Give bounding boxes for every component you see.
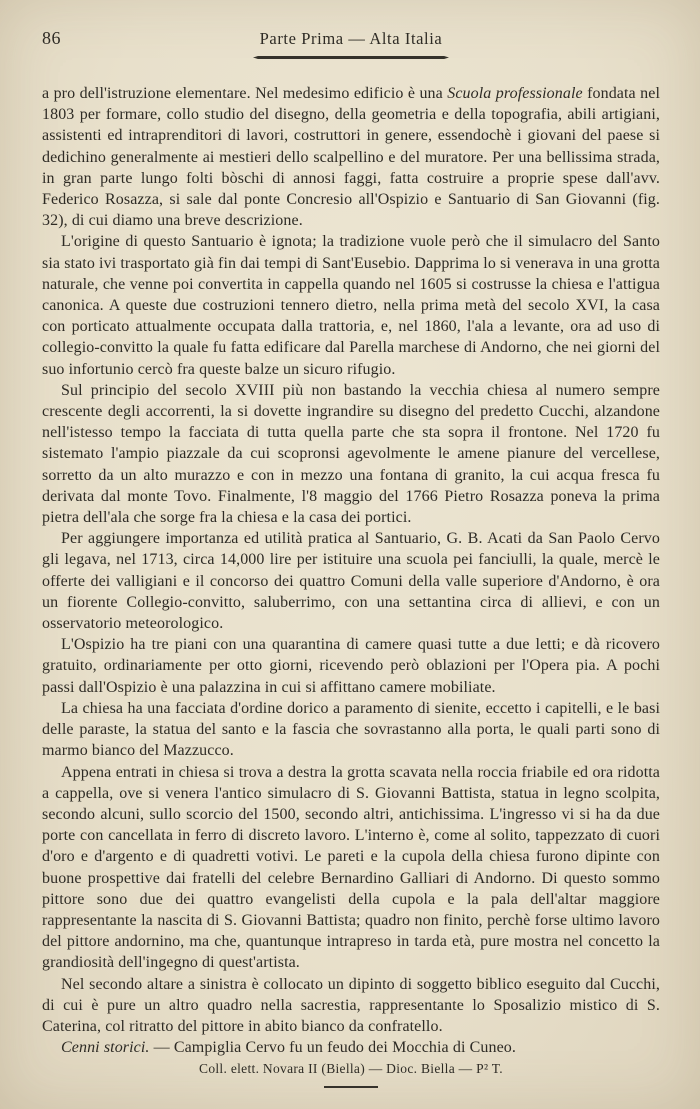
paragraph (42, 698, 660, 762)
paragraph (42, 974, 660, 1038)
header-ornament-rule (253, 56, 449, 59)
text-segment: a pro dell'istruzione elementare. Nel medesimo edificio è una (42, 85, 448, 102)
text-segment-italic: Cenni storici. (61, 1039, 150, 1057)
running-header (42, 26, 660, 56)
paragraph (42, 380, 660, 528)
text-segment: Per aggiungere importanza ed utilità pratica al Santuario, G. B. Acati da San Paolo Cervo gli legava, nel 1713, circa 14,000 lire per istituire una scuola pei fanciulli, la quale, mercè le offerte dei valligiani e il concorso dei quattro Comuni della valle superiore d'Andorno, è ora un fiorente Collegio-convitto, saluberrimo, con una settantina circa di allievi, e con un osservatorio meteorologico. (42, 530, 660, 633)
text-segment: La chiesa ha una facciata d'ordine dorico a paramento di sienite, eccetto i capitelli, e le basi delle paraste, la statua del santo e la fascia che sovrastanno alla porta, le quali parti sono di marmo bianco del Mazzucco. (42, 699, 660, 760)
paragraph (42, 231, 660, 379)
text-segment: Sul principio del secolo XVIII più non bastando la vecchia chiesa al numero sempre crescente degli accorrenti, la si dovette ingrandire su disegno del predetto Cucchi, alzandone nell'istesso tempo la facciata di tutta quella parte che sta sopra il frontone. Nel 1720 fu sistemato l'ampio piazzale da cui scopronsi agevolmente le amene pianure del vercellese, sorretto da un alto murazzo e con in mezzo una fontana di granito, la cui acqua fresca fu derivata dal monte Tovo. Finalmente, l'8 maggio del 1766 Pietro Rosazza poneva la prima pietra dell'ala che sorge fra la chiesa e la casa dei portici. (42, 381, 660, 527)
paragraph (42, 762, 660, 974)
running-header-title: Parte Prima — Alta Italia (259, 29, 443, 48)
paragraph (42, 634, 660, 698)
footer-rule (324, 1086, 378, 1088)
text-segment-italic: Scuola professionale (447, 85, 583, 102)
text-segment: Appena entrati in chiesa si trova a destra la grotta scavata nella roccia friabile ed ora ridotta a cappella, ove si venera l'antico simulacro di S. Giovanni Battista, statua in legno scolpita, secondo alcuni, sullo scorcio del 1500, secondo altri, antichissima. L'ingresso vi si ha da due porte con cancellata in ferro di discreto lavoro. L'interno è, come al solito, tappezzato di cuori d'oro e d'argento e di quadretti votivi. Le pareti e la cupola della chiesa furono dipinte con buone prospettive dai fratelli del celebre Bernardino Galliari di Andorno. Di questo sommo pittore sono due dei quattro evangelisti della cupola e la pala dell'altar maggiore rappresentante la nascita di S. Giovanni Battista; quadro non finito, perchè forse ultimo lavoro del pittore andornino, ma che, quantunque intrapreso in tarda età, pure mostra nel concetto la grandiosità dell'ingegno di quest'artista. (42, 763, 660, 972)
page-number: 86 (42, 28, 61, 48)
text-segment: fondata nel 1803 per formare, collo studio del disegno, della geometria e della topografia, abili artigiani, assistenti ed intraprenditori di lavori, costruttori in genere, essendochè i giovani del paese si dedichino generalmente ai mestieri dello scalpellino e del muratore. Per una bellissima strada, in gran parte lungo folti bòschi di annosi faggi, fatta costruire a proprie spese dall'avv. Federico Rosazza, si sale dal ponte Concresio all'Ospizio e Santuario di San Giovanni (fig. 32), di cui diamo una breve descrizione. (42, 85, 660, 230)
text-segment: — Campiglia Cervo fu un feudo dei Mocchia di Cuneo. (149, 1039, 516, 1057)
text-segment: Nel secondo altare a sinistra è collocato un dipinto di soggetto biblico eseguito dal Cucchi, di cui è pure un altro quadro nella sacrestia, rappresentante lo Sposalizio mistico di S. Caterina, col ritratto del pittore in abito bianco da confratello. (42, 975, 660, 1035)
paragraph (42, 528, 660, 634)
text-segment: L'origine di questo Santuario è ignota; la tradizione vuole però che il simulacro del Santo sia stato ivi trasportato già fin dai tempi di Sant'Eusebio. Dapprima lo si venerava in una grotta naturale, che venne poi convertita in cappella quando nel 1605 si costrusse la chiesa e l'attigua canonica. A queste due costruzioni tennero dietro, nella prima metà del secolo XVI, la casa con porticato attualmente occupata dalla trattoria, e, nel 1860, l'ala a levante, ora ad uso di collegio-convitto la quale fu fatta edificare dal Parella marchese di Andorno, che nei giorni del suo infortunio cercò fra queste balze un sicuro rifugio. (42, 233, 660, 378)
body-text (42, 83, 660, 1058)
footer-imprint: Coll. elett. Novara II (Biella) — Dioc. Biella — P² T. (199, 1061, 503, 1077)
text-segment: L'Ospizio ha tre piani con una quarantina di camere quasi tutte a due letti; e dà ricovero gratuito, ordinariamente per otto giorni, ricevendo però oblazioni per l'Opera pia. A pochi passi dall'Ospizio è una palazzina in cui si affittano camere mobiliate. (42, 636, 660, 696)
paragraph (42, 1037, 660, 1058)
paragraph (42, 83, 660, 231)
